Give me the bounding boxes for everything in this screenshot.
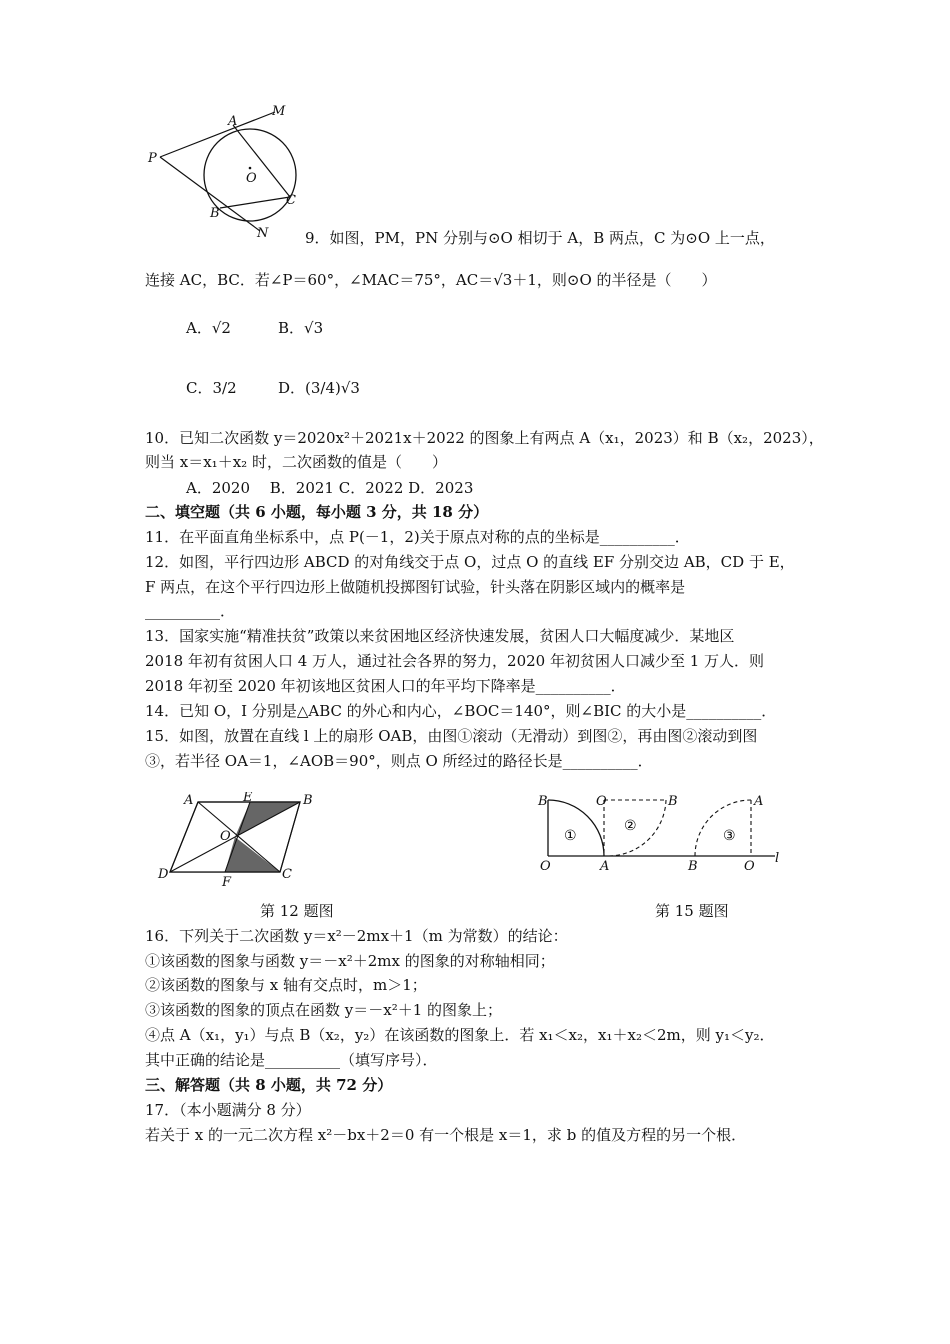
- q11: 11．在平面直角坐标系中，点 P(－1，2)关于原点对称的点的坐标是__________．: [145, 528, 690, 546]
- q15-label-O2: O: [596, 794, 607, 809]
- q9-option-a: A．√2: [186, 319, 231, 337]
- q12-label-A: A: [184, 793, 194, 808]
- q13-line3: 2018 年初至 2020 年初该地区贫困人口的年平均下降率是__________．: [145, 677, 626, 695]
- q15-label-circle1: ①: [564, 828, 577, 844]
- q12-line1: 12．如图，平行四边形 ABCD 的对角线交于点 O，过点 O 的直线 EF 分别交边 AB，CD 于 E，: [145, 553, 795, 571]
- q15-label-A2: A: [754, 794, 764, 809]
- q15-label-A1: A: [600, 859, 610, 874]
- q9-option-b: B．√3: [278, 319, 324, 337]
- q15-label-circle3: ③: [723, 828, 736, 844]
- q12-label-O: O: [220, 829, 231, 844]
- q9-label-A: A: [228, 114, 238, 129]
- q9-label-P: P: [148, 151, 157, 166]
- q13-line1: 13．国家实施“精准扶贫”政策以来贫困地区经济快速发展，贫困人口大幅度减少．某地区: [145, 627, 735, 645]
- q14: 14．已知 O，I 分别是△ABC 的外心和内心，∠BOC＝140°，则∠BIC 的大小是__________．: [145, 702, 777, 720]
- q12-line2: F 两点，在这个平行四边形上做随机投掷图钉试验，针头落在阴影区域内的概率是: [145, 578, 686, 596]
- q13-line2: 2018 年初有贫困人口 4 万人，通过社会各界的努力，2020 年初贫困人口减少至 1 万人．则: [145, 652, 765, 670]
- q15-label-B3: B: [688, 859, 698, 874]
- q15-label-O3: O: [744, 859, 755, 874]
- q9-label-B: B: [210, 206, 220, 221]
- q12-figure: [150, 792, 330, 892]
- q15-figure-caption: 第 15 题图: [655, 902, 729, 920]
- q12-figure-caption: 第 12 题图: [260, 902, 334, 920]
- q17-line1: 17．（本小题满分 8 分）: [145, 1101, 311, 1119]
- q9-stem-line1: 9．如图，PM，PN 分别与⊙O 相切于 A，B 两点，C 为⊙O 上一点，: [305, 229, 775, 247]
- q17-line2: 若关于 x 的一元二次方程 x²－bx＋2＝0 有一个根是 x＝1，求 b 的值及方程的另一个根．: [145, 1126, 747, 1144]
- q12-label-D: D: [158, 867, 169, 882]
- q12-line3: __________．: [145, 602, 236, 620]
- q16-line1: 16．下列关于二次函数 y＝x²－2mx＋1（m 为常数）的结论：: [145, 927, 568, 945]
- q10-options: A．2020 B．2021 C．2022 D．2023: [186, 479, 474, 497]
- q15-label-l: l: [775, 851, 780, 866]
- q12-label-E: E: [243, 792, 253, 805]
- q15-figure: [530, 788, 790, 878]
- q9-option-d: D．(3/4)√3: [278, 379, 360, 397]
- q12-label-C: C: [282, 867, 292, 882]
- q10-stem-line1: 10．已知二次函数 y＝2020x²＋2021x＋2022 的图象上有两点 A（x₁，2023）和 B（x₂，2023），: [145, 429, 824, 447]
- q15-label-B1: B: [538, 794, 548, 809]
- q9-label-O: O: [246, 171, 257, 186]
- q12-label-F: F: [222, 875, 232, 890]
- q16-statement-3: ③该函数的图象的顶点在函数 y＝－x²＋1 的图象上；: [145, 1001, 503, 1019]
- q15-label-circle2: ②: [624, 818, 637, 834]
- section-3-heading: 三、解答题（共 8 小题，共 72 分）: [145, 1076, 393, 1094]
- section-2-heading: 二、填空题（共 6 小题，每小题 3 分，共 18 分）: [145, 503, 489, 521]
- q16-statement-1: ①该函数的图象与函数 y＝－x²＋2mx 的图象的对称轴相同；: [145, 952, 555, 970]
- q16-statement-2: ②该函数的图象与 x 轴有交点时，m＞1；: [145, 976, 427, 994]
- q16-statement-4: ④点 A（x₁，y₁）与点 B（x₂，y₂）在该函数的图象上．若 x₁＜x₂，x₁＋x₂＜2m，则 y₁＜y₂．: [145, 1026, 775, 1044]
- q15-line1: 15．如图，放置在直线 l 上的扇形 OAB，由图①滚动（无滑动）到图②，再由图②滚动到图: [145, 727, 758, 745]
- q12-label-B: B: [303, 793, 313, 808]
- q15-label-B2: B: [668, 794, 678, 809]
- q10-stem-line2: 则当 x＝x₁＋x₂ 时，二次函数的值是（ ）: [145, 453, 447, 471]
- q9-label-C: C: [286, 193, 296, 208]
- q15-line2: ③，若半径 OA＝1，∠AOB＝90°，则点 O 所经过的路径长是__________．: [145, 752, 653, 770]
- q9-label-N: N: [257, 226, 269, 241]
- q9-option-c: C．3/2: [186, 379, 237, 397]
- q9-stem-line2: 连接 AC，BC．若∠P＝60°，∠MAC＝75°，AC＝√3＋1，则⊙O 的半径是（ ）: [145, 271, 717, 289]
- q9-figure: [140, 100, 300, 245]
- q15-label-O1: O: [540, 859, 551, 874]
- q9-label-M: M: [272, 104, 286, 119]
- q16-answer-prompt: 其中正确的结论是__________（填写序号）．: [145, 1051, 438, 1069]
